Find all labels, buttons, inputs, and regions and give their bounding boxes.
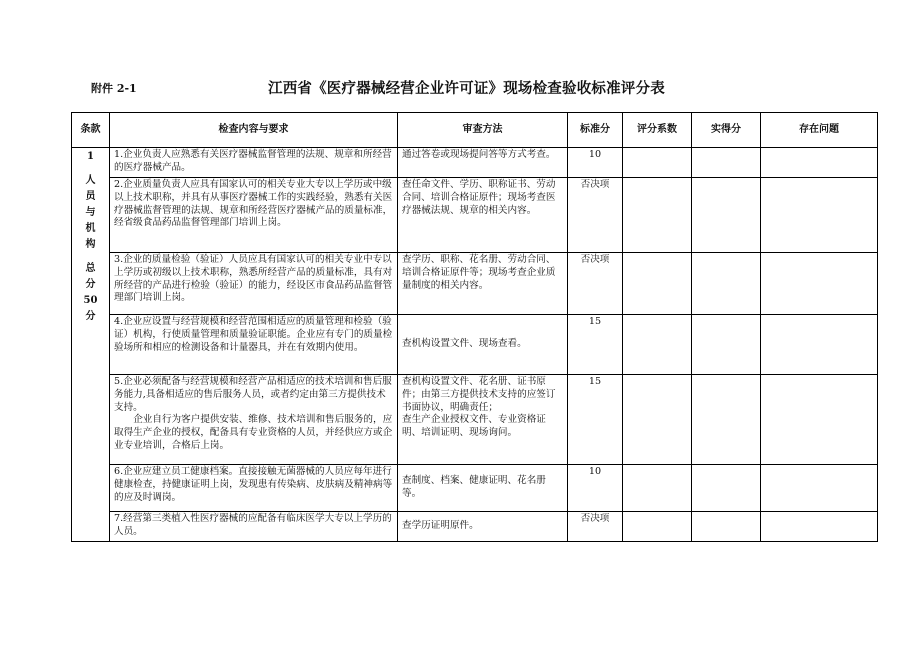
col-header-standard-score: 标准分 xyxy=(568,113,623,148)
table-row xyxy=(72,178,878,253)
actual-score-cell[interactable] xyxy=(692,465,761,512)
issues-cell[interactable] xyxy=(761,178,878,253)
category-name-char: 机 xyxy=(85,223,96,234)
category-name-char: 与 xyxy=(85,207,96,218)
method-cell: 查任命文件、学历、职称证书、劳动合同、培训合格证原件；现场考查医疗器械法规、规章的相关内容。 xyxy=(398,178,568,253)
category-cell xyxy=(72,148,110,542)
actual-score-cell[interactable] xyxy=(692,178,761,253)
issues-cell[interactable] xyxy=(761,465,878,512)
col-header-content: 检查内容与要求 xyxy=(110,113,398,148)
issues-cell[interactable] xyxy=(761,148,878,178)
method-cell: 查制度、档案、健康证明、花名册等。 xyxy=(398,465,568,512)
category-total-char: 分 xyxy=(85,279,96,290)
standard-score-cell: 否决项 xyxy=(568,512,623,542)
actual-score-cell[interactable] xyxy=(692,512,761,542)
content-cell xyxy=(110,375,398,465)
content-cell: 1.企业负责人应熟悉有关医疗器械监督管理的法规、规章和所经营的医疗器械产品。 xyxy=(110,148,398,178)
category-name-char: 员 xyxy=(85,191,96,202)
category-total-char: 50 xyxy=(83,295,98,306)
score-table xyxy=(71,112,878,542)
method-cell: 查学历、职称、花名册、劳动合同、培训合格证原件等；现场考查企业质量制度的相关内容。 xyxy=(398,253,568,315)
issues-cell[interactable] xyxy=(761,253,878,315)
col-header-actual-score: 实得分 xyxy=(692,113,761,148)
content-cell: 7.经营第三类植入性医疗器械的应配备有临床医学大专以上学历的人员。 xyxy=(110,512,398,542)
content-paragraph: 企业自行为客户提供安装、维修、技术培训和售后服务的，应取得生产企业的授权，配备具有专业资格的人员，并经供应方或企业专业培训，合格后上岗。 xyxy=(114,414,393,451)
attachment-label: 附件 2-1 xyxy=(91,82,137,95)
issues-cell[interactable] xyxy=(761,512,878,542)
coefficient-cell[interactable] xyxy=(623,315,692,375)
table-row xyxy=(72,148,878,178)
actual-score-cell[interactable] xyxy=(692,253,761,315)
coefficient-cell[interactable] xyxy=(623,178,692,253)
category-name-char: 构 xyxy=(85,239,96,250)
method-cell xyxy=(398,375,568,465)
actual-score-cell[interactable] xyxy=(692,375,761,465)
issues-cell[interactable] xyxy=(761,315,878,375)
table-row xyxy=(72,512,878,542)
table-row xyxy=(72,253,878,315)
col-header-coefficient: 评分系数 xyxy=(623,113,692,148)
standard-score-cell: 否决项 xyxy=(568,178,623,253)
coefficient-cell[interactable] xyxy=(623,253,692,315)
standard-score-cell: 10 xyxy=(568,465,623,512)
category-total-char: 总 xyxy=(85,263,96,274)
table-header-row xyxy=(72,113,878,148)
coefficient-cell[interactable] xyxy=(623,465,692,512)
method-cell: 通过答卷或现场提问答等方式考查。 xyxy=(398,148,568,178)
col-header-clause: 条款 xyxy=(72,113,110,148)
method-cell: 查机构设置文件、现场查看。 xyxy=(398,315,568,375)
table-row xyxy=(72,465,878,512)
table-row xyxy=(72,315,878,375)
method-paragraph: 查机构设置文件、花名册、证书原件；由第三方提供技术支持的应签订书面协议，明确责任； xyxy=(402,376,556,413)
content-cell: 2.企业质量负责人应具有国家认可的相关专业大专以上学历或中级以上技术职称，并具有从事医疗器械工作的实践经验，熟悉有关医疗器械监督管理的法规、规章和所经营医疗器械产品的质量标准，经省级食品药品监督管理部门培训上岗。 xyxy=(110,178,398,253)
standard-score-cell: 15 xyxy=(568,315,623,375)
document-title: 江西省《医疗器械经营企业许可证》现场检查验收标准评分表 xyxy=(268,80,665,97)
actual-score-cell[interactable] xyxy=(692,148,761,178)
coefficient-cell[interactable] xyxy=(623,148,692,178)
method-paragraph: 查生产企业授权文件、专业资格证明、培训证明、现场询问。 xyxy=(402,414,546,439)
table-row xyxy=(72,375,878,465)
col-header-issues: 存在问题 xyxy=(761,113,878,148)
method-cell: 查学历证明原件。 xyxy=(398,512,568,542)
col-header-method: 审查方法 xyxy=(398,113,568,148)
category-total-char: 分 xyxy=(85,311,96,322)
content-cell: 4.企业应设置与经营规模和经营范围相适应的质量管理和检验（验证）机构，行使质量管理和质量验证职能。企业应有专门的质量检验场所和相应的检测设备和计量器具，并在有效期内使用。 xyxy=(110,315,398,375)
content-cell: 6.企业应建立员工健康档案。直接接触无菌器械的人员应每年进行健康检查，持健康证明上岗，发现患有传染病、皮肤病及精神病等的应及时调岗。 xyxy=(110,465,398,512)
category-number: 1 xyxy=(87,151,94,162)
standard-score-cell: 10 xyxy=(568,148,623,178)
issues-cell[interactable] xyxy=(761,375,878,465)
coefficient-cell[interactable] xyxy=(623,375,692,465)
content-cell: 3.企业的质量检验（验证）人员应具有国家认可的相关专业中专以上学历或初级以上技术职称，熟悉所经营产品的质量标准，具有对所经营的产品进行检验（验证）的能力，经设区市食品药品监督管理部门培训上岗。 xyxy=(110,253,398,315)
standard-score-cell: 15 xyxy=(568,375,623,465)
actual-score-cell[interactable] xyxy=(692,315,761,375)
coefficient-cell[interactable] xyxy=(623,512,692,542)
standard-score-cell: 否决项 xyxy=(568,253,623,315)
content-paragraph: 5.企业必须配备与经营规模和经营产品相适应的技术培训和售后服务能力,具备相适应的售后服务人员，或者约定由第三方提供技术支持。 xyxy=(114,376,392,413)
category-name-char: 人 xyxy=(85,175,96,186)
